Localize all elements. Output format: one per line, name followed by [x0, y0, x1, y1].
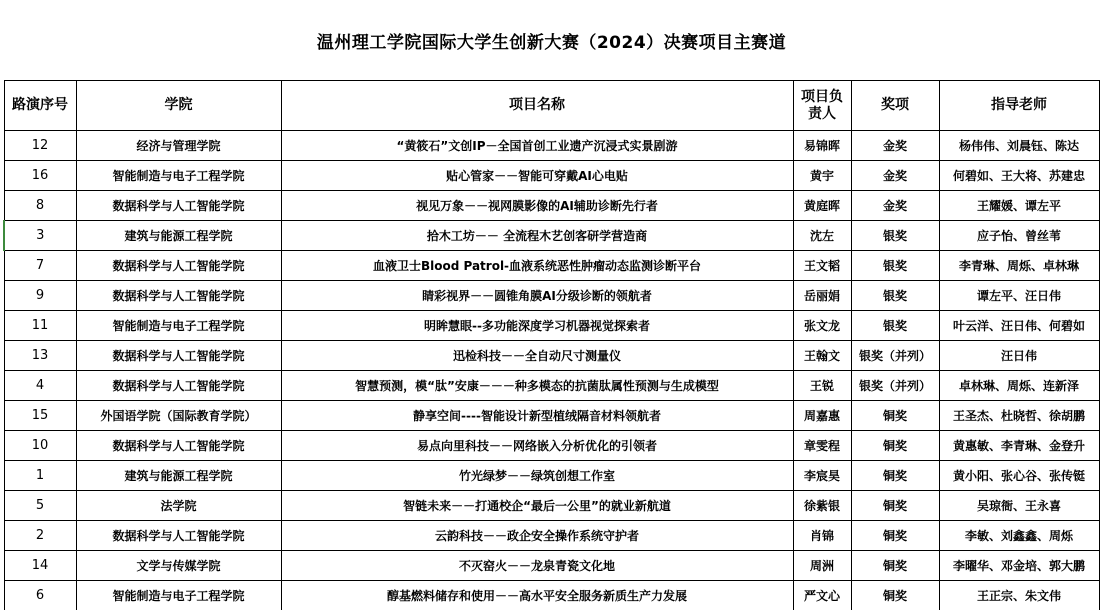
cell-project[interactable]: 拾木工坊－－ 全流程木艺创客研学营造商	[281, 221, 793, 251]
cell-college[interactable]: 数据科学与人工智能学院	[76, 251, 281, 281]
cell-advisor[interactable]: 李曜华、邓金培、郭大鹏	[939, 551, 1099, 581]
cell-award[interactable]: 铜奖	[851, 431, 939, 461]
table-row	[4, 281, 1099, 311]
cell-advisor[interactable]: 吴琼衙、王永喜	[939, 491, 1099, 521]
cell-award[interactable]: 金奖	[851, 131, 939, 161]
cell-advisor[interactable]: 李敏、刘鑫鑫、周烁	[939, 521, 1099, 551]
cell-leader[interactable]: 易锦晖	[793, 131, 851, 161]
header-college[interactable]: 学院	[76, 81, 281, 131]
cell-leader[interactable]: 王锐	[793, 371, 851, 401]
cell-award[interactable]: 铜奖	[851, 401, 939, 431]
cell-project[interactable]: 易点向里科技－－网络嵌入分析优化的引领者	[281, 431, 793, 461]
cell-award[interactable]: 银奖（并列）	[851, 341, 939, 371]
cell-seq[interactable]: 8	[4, 191, 76, 221]
cell-advisor[interactable]: 叶云洋、汪日伟、何碧如	[939, 311, 1099, 341]
cell-award[interactable]: 铜奖	[851, 581, 939, 610]
cell-leader[interactable]: 王文韬	[793, 251, 851, 281]
cell-college[interactable]: 建筑与能源工程学院	[76, 221, 281, 251]
cell-leader[interactable]: 章雯程	[793, 431, 851, 461]
cell-college[interactable]: 数据科学与人工智能学院	[76, 281, 281, 311]
cell-advisor[interactable]: 王耀媛、谭左平	[939, 191, 1099, 221]
cell-leader[interactable]: 周嘉惠	[793, 401, 851, 431]
cell-project[interactable]: 智链未来－－打通校企“最后一公里”的就业新航道	[281, 491, 793, 521]
table-row	[4, 431, 1099, 461]
cell-seq[interactable]: 2	[4, 521, 76, 551]
cell-leader[interactable]: 周洲	[793, 551, 851, 581]
cell-seq[interactable]: 9	[4, 281, 76, 311]
cell-project[interactable]: 醇基燃料储存和使用－－高水平安全服务新质生产力发展	[281, 581, 793, 610]
cell-advisor[interactable]: 应子怡、曾丝苇	[939, 221, 1099, 251]
cell-seq[interactable]: 13	[4, 341, 76, 371]
table-row	[4, 401, 1099, 431]
cell-award[interactable]: 铜奖	[851, 521, 939, 551]
cell-project[interactable]: 云韵科技－－政企安全操作系统守护者	[281, 521, 793, 551]
table-row	[4, 551, 1099, 581]
cell-college[interactable]: 数据科学与人工智能学院	[76, 191, 281, 221]
cell-seq[interactable]: 15	[4, 401, 76, 431]
cell-college[interactable]: 数据科学与人工智能学院	[76, 431, 281, 461]
cell-award[interactable]: 铜奖	[851, 461, 939, 491]
cell-advisor[interactable]: 王圣杰、杜晓哲、徐胡鹏	[939, 401, 1099, 431]
sheet-title: 温州理工学院国际大学生创新大赛（2024）决赛项目主赛道	[316, 32, 787, 53]
cell-advisor[interactable]: 黄惠敏、李青琳、金登升	[939, 431, 1099, 461]
cell-project[interactable]: “黄筱石”文创IP－全国首创工业遗产沉浸式实景剧游	[281, 131, 793, 161]
cell-seq[interactable]: 12	[4, 131, 76, 161]
cell-project[interactable]: 明眸慧眼--多功能深度学习机器视觉探索者	[281, 311, 793, 341]
cell-seq[interactable]: 14	[4, 551, 76, 581]
cell-college[interactable]: 智能制造与电子工程学院	[76, 311, 281, 341]
cell-leader[interactable]: 肖锦	[793, 521, 851, 551]
header-row	[4, 81, 1099, 131]
table-row	[4, 131, 1099, 161]
table-row	[4, 311, 1099, 341]
cell-award[interactable]: 银奖	[851, 281, 939, 311]
cell-seq[interactable]: 7	[4, 251, 76, 281]
cell-award[interactable]: 金奖	[851, 161, 939, 191]
cell-college[interactable]: 数据科学与人工智能学院	[76, 371, 281, 401]
cell-advisor[interactable]: 李青琳、周烁、卓林琳	[939, 251, 1099, 281]
cell-leader[interactable]: 黄宇	[793, 161, 851, 191]
cell-advisor[interactable]: 何碧如、王大将、苏建忠	[939, 161, 1099, 191]
cell-college[interactable]: 外国语学院（国际教育学院）	[76, 401, 281, 431]
table-row	[4, 581, 1099, 610]
cell-college[interactable]: 智能制造与电子工程学院	[76, 161, 281, 191]
cell-college[interactable]: 数据科学与人工智能学院	[76, 521, 281, 551]
cell-seq[interactable]: 3	[4, 221, 76, 251]
cell-project[interactable]: 迅检科技－－全自动尺寸测量仪	[281, 341, 793, 371]
cell-seq[interactable]: 11	[4, 311, 76, 341]
cell-award[interactable]: 银奖	[851, 311, 939, 341]
cell-college[interactable]: 数据科学与人工智能学院	[76, 341, 281, 371]
cell-project[interactable]: 视见万象－－视网膜影像的AI辅助诊断先行者	[281, 191, 793, 221]
table-row	[4, 521, 1099, 551]
cell-leader[interactable]: 王翰文	[793, 341, 851, 371]
cell-project[interactable]: 睛彩视界－－圆锥角膜AI分级诊断的领航者	[281, 281, 793, 311]
cell-award[interactable]: 金奖	[851, 191, 939, 221]
cell-advisor[interactable]: 谭左平、汪日伟	[939, 281, 1099, 311]
header-advisor[interactable]: 指导老师	[939, 81, 1099, 131]
table-row	[4, 371, 1099, 401]
results-table	[3, 80, 1100, 610]
cell-advisor[interactable]: 黄小阳、张心谷、张传铤	[939, 461, 1099, 491]
cell-advisor[interactable]: 卓林琳、周烁、连新泽	[939, 371, 1099, 401]
table-row	[4, 161, 1099, 191]
table-row	[4, 221, 1099, 251]
cell-seq[interactable]: 6	[4, 581, 76, 610]
header-leader[interactable]: 项目负责人	[793, 81, 851, 131]
cell-award[interactable]: 银奖	[851, 251, 939, 281]
cell-leader[interactable]: 李宸昊	[793, 461, 851, 491]
cell-award[interactable]: 银奖	[851, 221, 939, 251]
table-row	[4, 491, 1099, 521]
table-row	[4, 251, 1099, 281]
cell-advisor[interactable]: 王正宗、朱文伟	[939, 581, 1099, 610]
cell-seq[interactable]: 1	[4, 461, 76, 491]
cell-project[interactable]: 智慧预测，模“肽”安康－－－种多模态的抗菌肽属性预测与生成模型	[281, 371, 793, 401]
cell-project[interactable]: 血液卫士Blood Patrol-血液系统恶性肿瘤动态监测诊断平台	[281, 251, 793, 281]
cell-seq[interactable]: 16	[4, 161, 76, 191]
table-row	[4, 341, 1099, 371]
cell-college[interactable]: 建筑与能源工程学院	[76, 461, 281, 491]
cell-project[interactable]: 贴心管家－－智能可穿戴AI心电贴	[281, 161, 793, 191]
cell-leader[interactable]: 徐紫银	[793, 491, 851, 521]
cell-leader[interactable]: 沈左	[793, 221, 851, 251]
cell-leader[interactable]: 黄庭晖	[793, 191, 851, 221]
cell-college[interactable]: 法学院	[76, 491, 281, 521]
cell-leader[interactable]: 岳丽娟	[793, 281, 851, 311]
cell-project[interactable]: 竹光绿梦－－绿筑创想工作室	[281, 461, 793, 491]
cell-award[interactable]: 银奖（并列）	[851, 371, 939, 401]
cell-advisor[interactable]: 杨伟伟、刘晨钰、陈达	[939, 131, 1099, 161]
cell-leader[interactable]: 张文龙	[793, 311, 851, 341]
header-seq[interactable]: 路演序号	[4, 81, 76, 131]
cell-seq[interactable]: 5	[4, 491, 76, 521]
cell-project[interactable]: 静享空间----智能设计新型植绒隔音材料领航者	[281, 401, 793, 431]
header-award[interactable]: 奖项	[851, 81, 939, 131]
cell-seq[interactable]: 4	[4, 371, 76, 401]
table-row	[4, 461, 1099, 491]
cell-award[interactable]: 铜奖	[851, 551, 939, 581]
cell-advisor[interactable]: 汪日伟	[939, 341, 1099, 371]
cell-college[interactable]: 智能制造与电子工程学院	[76, 581, 281, 610]
cell-college[interactable]: 文学与传媒学院	[76, 551, 281, 581]
cell-award[interactable]: 铜奖	[851, 491, 939, 521]
cell-college[interactable]: 经济与管理学院	[76, 131, 281, 161]
table-body	[4, 131, 1099, 610]
cell-project[interactable]: 不灭窑火－－龙泉青瓷文化地	[281, 551, 793, 581]
cell-leader[interactable]: 严文心	[793, 581, 851, 610]
cell-seq[interactable]: 10	[4, 431, 76, 461]
header-project[interactable]: 项目名称	[281, 81, 793, 131]
table-row	[4, 191, 1099, 221]
